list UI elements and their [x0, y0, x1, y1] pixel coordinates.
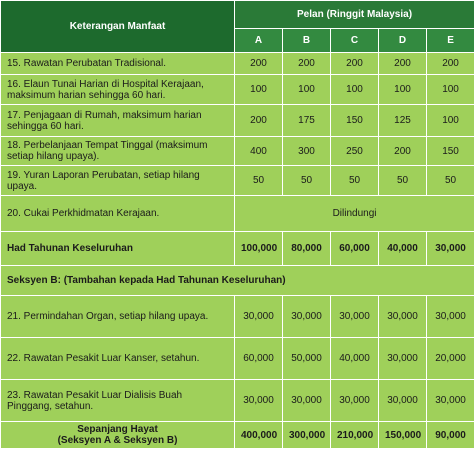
annual-limit-value: 80,000 — [283, 232, 331, 266]
row-value: 400 — [235, 137, 283, 166]
row-value: 100 — [379, 75, 427, 105]
row-value: 100 — [427, 75, 474, 105]
row-value: 150 — [331, 105, 379, 137]
lifetime-value: 400,000 — [235, 422, 283, 449]
row-value: 30,000 — [427, 296, 474, 338]
row-desc: 16. Elaun Tunai Harian di Hospital Kerajaan, maksimum harian sehingga 60 hari. — [1, 75, 235, 105]
row-value: 30,000 — [331, 380, 379, 422]
row-value: 175 — [283, 105, 331, 137]
plan-c-header: C — [331, 29, 379, 53]
annual-limit-value: 40,000 — [379, 232, 427, 266]
govt-tax-desc: 20. Cukai Perkhidmatan Kerajaan. — [1, 196, 235, 232]
table-row — [1, 196, 474, 232]
table-row — [1, 266, 474, 296]
row-value: 30,000 — [427, 380, 474, 422]
row-value: 50,000 — [283, 338, 331, 380]
row-value: 200 — [235, 53, 283, 75]
table-row — [1, 338, 474, 380]
table-row — [1, 75, 474, 105]
table-row — [1, 53, 474, 75]
row-value: 100 — [427, 105, 474, 137]
lifetime-value: 210,000 — [331, 422, 379, 449]
row-value: 300 — [283, 137, 331, 166]
row-value: 30,000 — [379, 380, 427, 422]
annual-limit-desc: Had Tahunan Keseluruhan — [1, 232, 235, 266]
lifetime-value: 90,000 — [427, 422, 474, 449]
row-value: 20,000 — [427, 338, 474, 380]
lifetime-value: 150,000 — [379, 422, 427, 449]
row-value: 30,000 — [283, 296, 331, 338]
row-value: 30,000 — [379, 338, 427, 380]
table-row — [1, 422, 474, 449]
row-desc: 19. Yuran Laporan Perubatan, setiap hilang upaya. — [1, 166, 235, 196]
table-row — [1, 166, 474, 196]
annual-limit-value: 30,000 — [427, 232, 474, 266]
table-row — [1, 137, 474, 166]
plan-header: Pelan (Ringgit Malaysia) — [235, 1, 474, 29]
row-desc: 18. Perbelanjaan Tempat Tinggal (maksimum setiap hilang upaya). — [1, 137, 235, 166]
annual-limit-value: 60,000 — [331, 232, 379, 266]
row-value: 30,000 — [379, 296, 427, 338]
table-row — [1, 105, 474, 137]
row-value: 250 — [331, 137, 379, 166]
row-value: 30,000 — [235, 296, 283, 338]
lifetime-desc-line1: Sepanjang Hayat — [77, 424, 158, 435]
row-value: 30,000 — [235, 380, 283, 422]
row-value: 30,000 — [283, 380, 331, 422]
row-value: 50 — [427, 166, 474, 196]
row-desc: 17. Penjagaan di Rumah, maksimum harian sehingga 60 hari. — [1, 105, 235, 137]
row-value: 60,000 — [235, 338, 283, 380]
row-desc: 21. Permindahan Organ, setiap hilang upaya. — [1, 296, 235, 338]
annual-limit-value: 100,000 — [235, 232, 283, 266]
row-value: 50 — [235, 166, 283, 196]
row-desc: 23. Rawatan Pesakit Luar Dialisis Buah Pinggang, setahun. — [1, 380, 235, 422]
row-value: 200 — [379, 53, 427, 75]
row-value: 40,000 — [331, 338, 379, 380]
row-value: 150 — [427, 137, 474, 166]
table-row — [1, 296, 474, 338]
row-value: 30,000 — [331, 296, 379, 338]
row-value: 50 — [379, 166, 427, 196]
table-row — [1, 380, 474, 422]
lifetime-desc-line2: (Seksyen A & Seksyen B) — [58, 435, 178, 446]
table-row — [1, 232, 474, 266]
plan-d-header: D — [379, 29, 427, 53]
row-value: 125 — [379, 105, 427, 137]
description-header: Keterangan Manfaat — [1, 1, 235, 53]
row-value: 50 — [283, 166, 331, 196]
lifetime-desc — [1, 422, 235, 449]
row-value: 200 — [427, 53, 474, 75]
row-value: 200 — [379, 137, 427, 166]
row-desc: 22. Rawatan Pesakit Luar Kanser, setahun. — [1, 338, 235, 380]
row-desc: 15. Rawatan Perubatan Tradisional. — [1, 53, 235, 75]
plan-e-header: E — [427, 29, 474, 53]
lifetime-value: 300,000 — [283, 422, 331, 449]
row-value: 200 — [283, 53, 331, 75]
row-value: 200 — [331, 53, 379, 75]
row-value: 50 — [331, 166, 379, 196]
plan-a-header: A — [235, 29, 283, 53]
row-value: 100 — [331, 75, 379, 105]
row-value: 100 — [235, 75, 283, 105]
section-b-header: Seksyen B: (Tambahan kepada Had Tahunan Keseluruhan) — [1, 266, 474, 296]
row-value: 100 — [283, 75, 331, 105]
row-value: 200 — [235, 105, 283, 137]
plan-b-header: B — [283, 29, 331, 53]
govt-tax-value: Dilindungi — [235, 196, 474, 232]
